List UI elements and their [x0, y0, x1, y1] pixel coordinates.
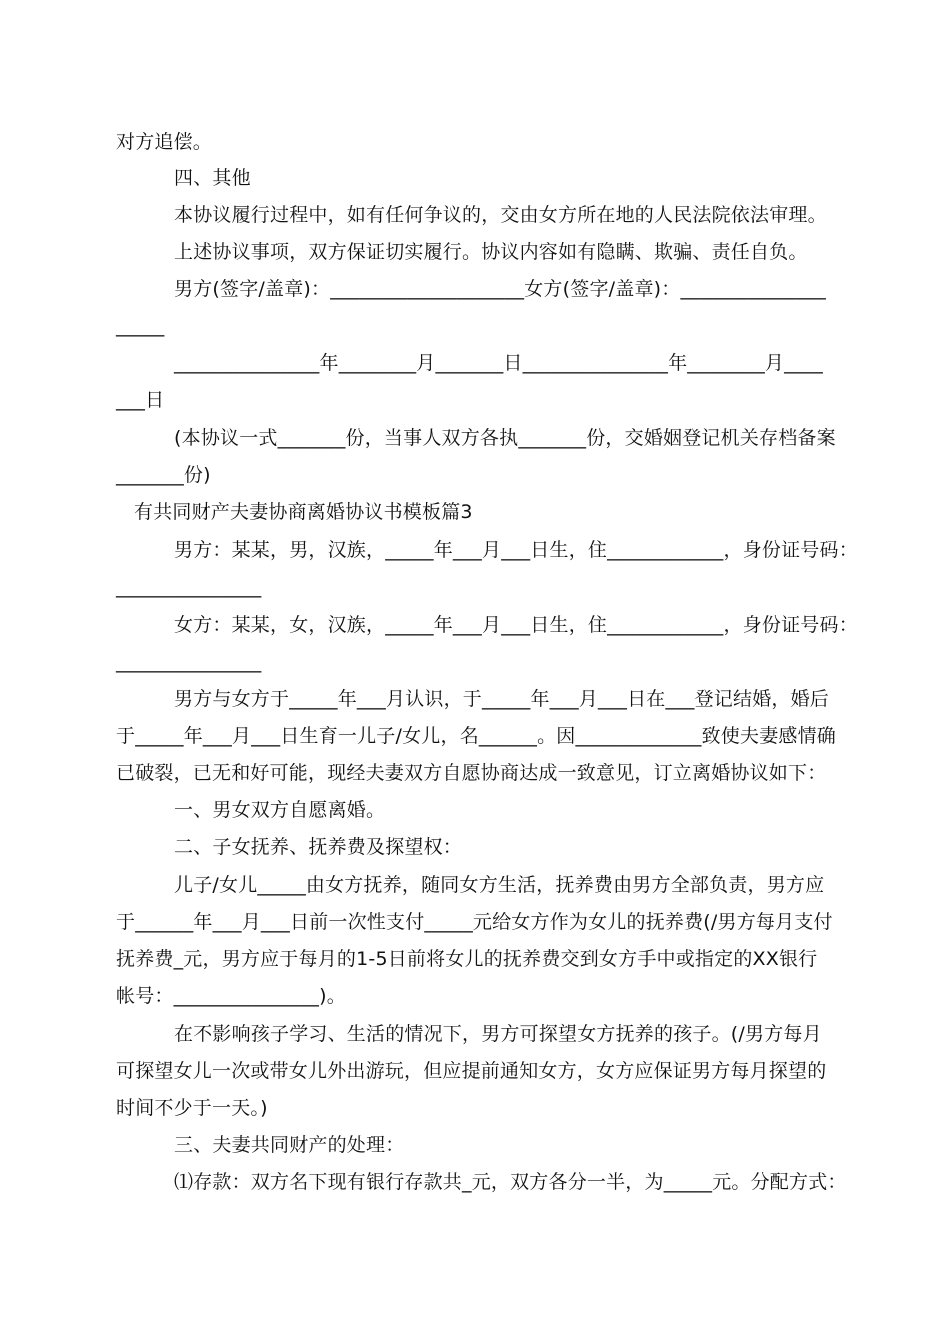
text-line: 已破裂，已无和好可能，现经夫妻双方自愿协商达成一致意见，订立离婚协议如下： [116, 762, 827, 784]
text-line: ⑴存款：双方名下现有银行存款共_元，双方各分一半，为_____元。分配方式： [174, 1171, 847, 1193]
text-line: 帐号：_______________)。 [116, 985, 346, 1007]
section-heading: 四、其他 [174, 167, 251, 189]
text-line: 上述协议事项，双方保证切实履行。协议内容如有隐瞒、欺骗、责任自负。 [174, 241, 808, 263]
party-line: 女方：某某，女，汉族，_____年___月___日生，住____________，身份证号码： [174, 614, 858, 636]
date-line: ___日 [116, 389, 165, 411]
party-line: 男方：某某，男，汉族，_____年___月___日生，住____________，身份证号码： [174, 539, 858, 561]
section-heading: 二、子女抚养、抚养费及探望权： [174, 836, 463, 858]
text-line: _______份) [116, 464, 211, 486]
party-line: _______________ [116, 576, 262, 598]
text-line: 儿子/女儿_____由女方抚养，随同女方生活，抚养费由男方全部负责，男方应 [174, 874, 825, 896]
date-line: _______________年________月_______日_______________年________月____ [174, 352, 823, 374]
text-line: 于_____年___月___日生育一儿子/女儿，名______。因_____________致使夫妻感情确 [116, 725, 837, 747]
signature-line: _____ [116, 315, 165, 337]
text-line: 对方追偿。 [116, 131, 213, 153]
text-line: 可探望女儿一次或带女儿外出游玩，但应提前通知女方，女方应保证男方每月探望的 [116, 1060, 827, 1082]
text-line: 本协议履行过程中，如有任何争议的，交由女方所在地的人民法院依法审理。 [174, 204, 827, 226]
text-line: 男方与女方于_____年___月认识，于_____年___月___日在___登记结婚，婚后 [174, 688, 830, 710]
text-line: 抚养费_元，男方应于每月的1-5日前将女儿的抚养费交到女方手中或指定的XX银行 [116, 948, 818, 970]
signature-line: 男方(签字/盖章)：____________________女方(签字/盖章)：_______________ [174, 278, 826, 300]
section-heading: 三、夫妻共同财产的处理： [174, 1134, 405, 1156]
text-line: 于______年___月___日前一次性支付_____元给女方作为女儿的抚养费(/男方每月支付 [116, 911, 833, 933]
text-line: 在不影响孩子学习、生活的情况下，男方可探望女方抚养的孩子。(/男方每月 [174, 1023, 822, 1045]
section-heading: 一、男女双方自愿离婚。 [174, 799, 386, 821]
text-line: 时间不少于一天。) [116, 1097, 268, 1119]
document-title: 有共同财产夫妻协商离婚协议书模板篇3 [134, 501, 473, 523]
text-line: (本协议一式_______份，当事人双方各执_______份，交婚姻登记机关存档备案 [174, 427, 836, 449]
party-line: _______________ [116, 651, 262, 673]
